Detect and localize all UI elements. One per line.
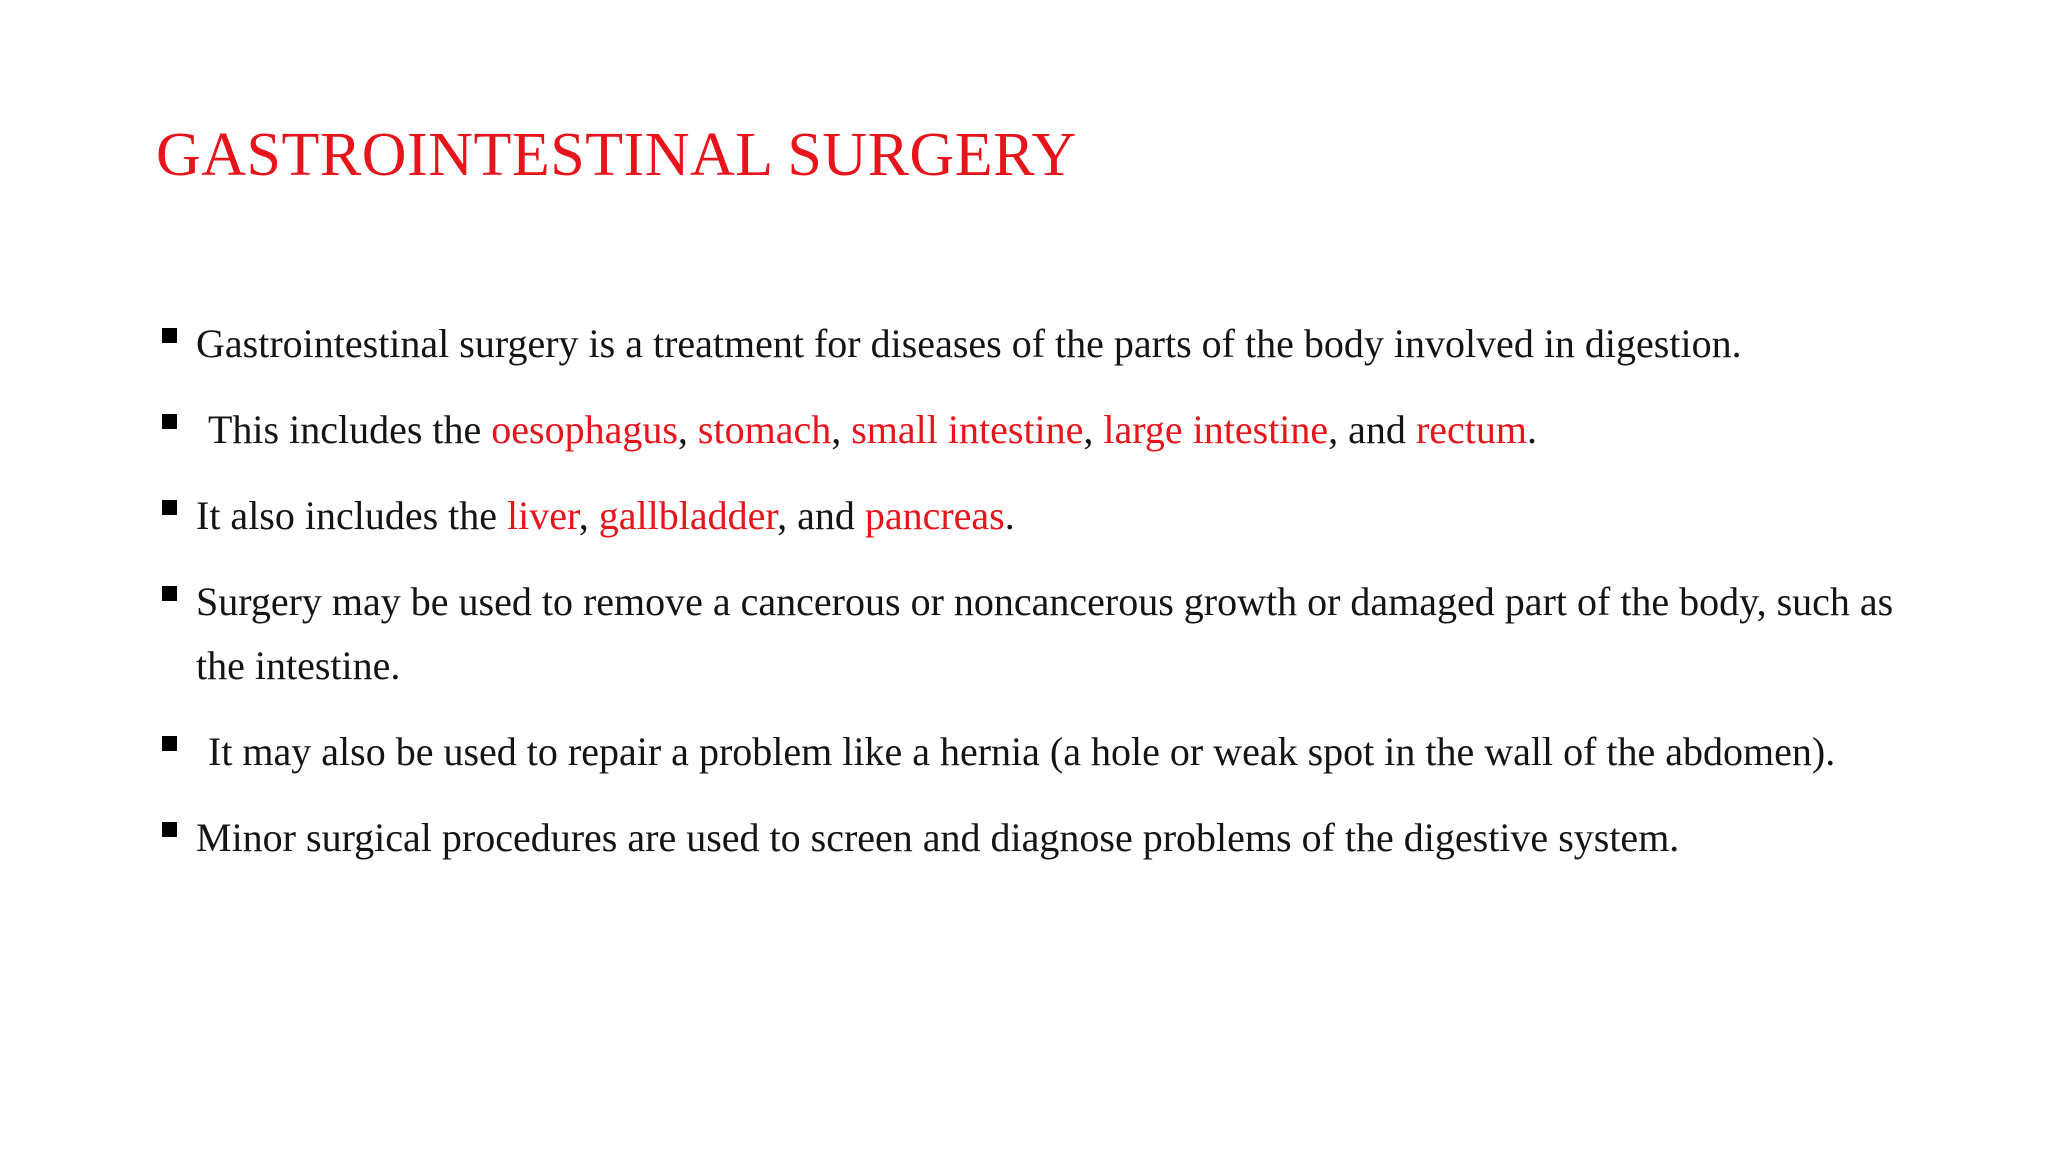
square-bullet-icon <box>162 500 177 515</box>
slide-title: GASTROINTESTINAL SURGERY <box>156 121 1077 189</box>
bullet-item-4 <box>160 570 1920 698</box>
bullet-item-5 <box>160 720 1920 784</box>
bullet-text-prefix: This includes the <box>208 407 492 452</box>
term-liver: liver <box>507 493 579 538</box>
bullet-list <box>160 312 1920 870</box>
term-large-intestine: large intestine <box>1103 407 1329 452</box>
separator: , <box>677 407 698 452</box>
term-stomach: stomach <box>697 407 832 452</box>
bullet-item-2 <box>160 398 1920 462</box>
bullet-text-prefix: It also includes the <box>196 493 508 538</box>
bullet-text: Minor surgical procedures are used to screen and diagnose problems of the digestive system. <box>196 815 1680 860</box>
bullet-text: It may also be used to repair a problem like a hernia (a hole or weak spot in the wall of the abdomen). <box>208 729 1836 774</box>
term-pancreas: pancreas <box>864 493 1005 538</box>
term-small-intestine: small intestine <box>851 407 1084 452</box>
separator: , and <box>777 493 865 538</box>
square-bullet-icon <box>162 586 177 601</box>
period: . <box>1004 493 1015 538</box>
term-rectum: rectum <box>1415 407 1527 452</box>
separator: , and <box>1328 407 1416 452</box>
bullet-item-6 <box>160 806 1920 870</box>
square-bullet-icon <box>162 822 177 837</box>
term-oesophagus: oesophagus <box>491 407 678 452</box>
separator: , <box>831 407 852 452</box>
square-bullet-icon <box>162 736 177 751</box>
separator: , <box>1083 407 1104 452</box>
separator: , <box>578 493 599 538</box>
square-bullet-icon <box>162 328 177 343</box>
period: . <box>1527 407 1537 452</box>
bullet-item-3 <box>160 484 1920 548</box>
bullet-item-1 <box>160 312 1920 376</box>
square-bullet-icon <box>162 414 177 429</box>
term-gallbladder: gallbladder <box>598 493 778 538</box>
bullet-text: Gastrointestinal surgery is a treatment for diseases of the parts of the body involved in digestion. <box>196 321 1742 366</box>
bullet-text: Surgery may be used to remove a cancerous or noncancerous growth or damaged part of the body, such as the intestine. <box>196 579 1894 688</box>
